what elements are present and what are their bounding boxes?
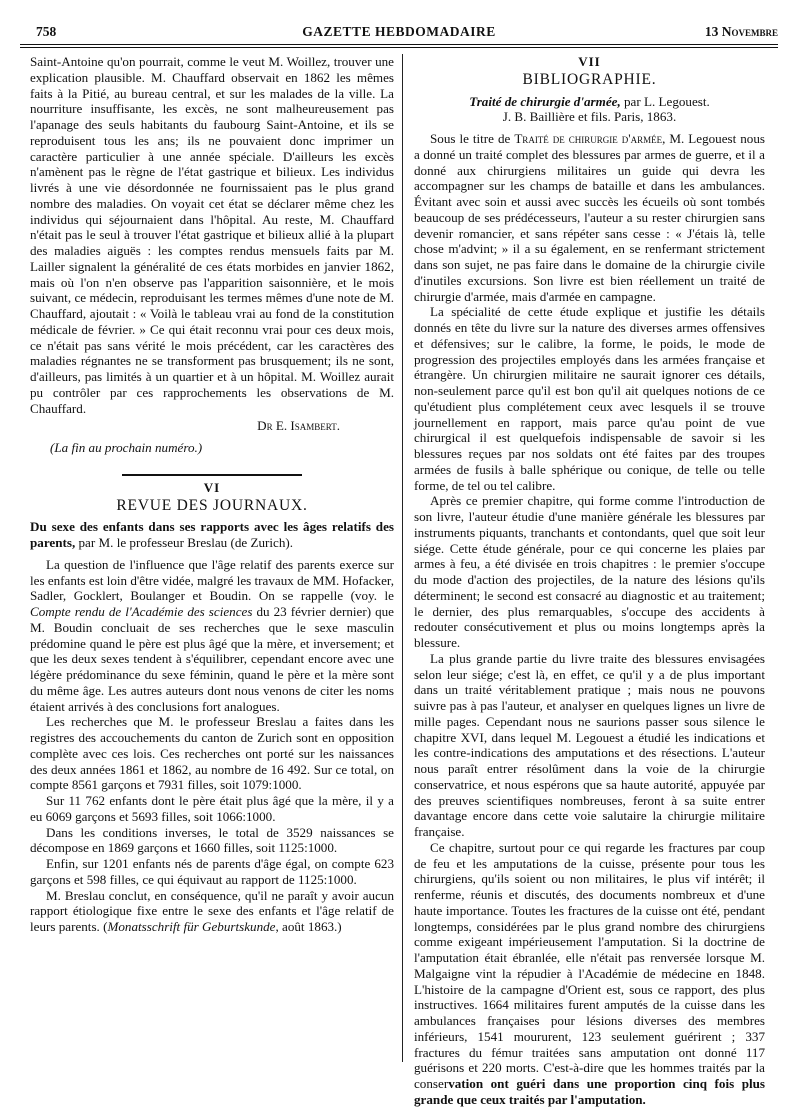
text-run: vation ont guéri dans une proportion cinq fois plus grande que ceux traités par l'amputation. bbox=[414, 1076, 765, 1107]
paragraph: La plus grande partie du livre traite des blessures envisagées selon leur siége; c'est là, en effet, ce qu'il y a de plus important dans un traité véritablement pratique ; mais nous ne pouvons suivre pas à pas l'auteur, et analyser en quelques lignes un livre de mille pages. Cependant nous ne saurions passer sous silence le chapitre XVI, dans lequel M. Legouest a étudié les indications et les contre-indications des amputations et des résections. L'auteur nous paraît entrer résolûment dans la voie de la chirurgie conservatrice, et nous espérons que sa haute autorité, appuyée par des preuves scientifiques nombreuses, feront à sa suite entrer davantage encore dans cette voie salutaire la chirurgie militaire française. bbox=[414, 650, 765, 839]
paragraph bbox=[30, 557, 394, 715]
text-run: , août 1863.) bbox=[275, 919, 342, 934]
paragraph: Après ce premier chapitre, qui forme comme l'introduction de son livre, l'auteur étudie d'une manière générale les blessures par instruments piquants, tranchants et contondants, quel que soit leur siége. Cette étude générale, pour ce qui concerne les plaies par armes à feu, a été divisée en trois chapitres : le premier s'occupe du mode d'action des projectiles, de la nature des lésions qu'ils déterminent; le second est consacré au diagnostic et au traitement; le dernier, des plus remarquables, s'occupe des accidents à redouter consécutivement et plus ou moins longtemps après la blessure. bbox=[414, 493, 765, 650]
page-number: 758 bbox=[36, 24, 57, 39]
section-number: VII bbox=[578, 54, 601, 69]
section-number: VI bbox=[203, 479, 221, 495]
text-run: Sous le titre de bbox=[430, 131, 515, 146]
section-title: REVUE DES JOURNAUX. bbox=[116, 496, 308, 514]
article-heading bbox=[30, 519, 394, 551]
book-author: par L. Legouest. bbox=[620, 93, 710, 109]
paragraph: Les recherches que M. le professeur Breslau a faites dans les registres des accouchements du canton de Zurich sont en opposition complète avec ces lois. Ces recherches ont porté sur les naissances des deux années 1861 et 1862, au nombre de 16 492. Sur ce total, on compte 8561 garçons et 7931 filles, soit 1079:1000. bbox=[30, 714, 394, 793]
paragraph: Saint-Antoine qu'on pourrait, comme le veut M. Woillez, trouver une explication plausible. M. Chauffard observait en 1862 les mêmes faits à la Pitié, au bureau central, et sur les malades de la ville. La nourriture insuffisante, les excès, ne sont malheureusement pas l'apanage des seuls habitants du faubourg Saint-Antoine, et ils se reproduisent tous les ans; ils ne pouvaient donc imprimer un caractère particulier à une année spéciale. D'ailleurs les excès n'amènent pas le règne de l'état gastrique et bilieux. Les individus livrés à une vie désordonnée ne fournissaient pas le plus grand nombre des maladies. On voyait cet état se déclarer même chez les individus qui séjournaient dans l'hôpital. Au reste, M. Chauffard n'était pas le seul à trouver l'état gastrique et bilieux allié à la plupart des maladies aiguës : les comptes rendus mensuels faits par M. Lailler signalent la généralité de ces états morbides en janvier 1862, mais où l'on n'en observe pas l'apparition saisonnière, et le mois suivant, ce médecin, reproduisant les termes mêmes d'une note de M. Chauffard, ajoutait : « Voilà le tableau vrai au fond de la constitution médicale de février. » Ce qui était reconnu vrai pour ces deux mois, ce n'était pas sans vérité le mois précédent, car les caractères des maladies régnantes ne se transforment pas brusquement; ils ne sont, d'ailleurs, pas limités à un quartier et à un hôpital. M. Woillez aurait pu contrôler par ces rapprochements les observations de M. Chauffard. bbox=[30, 54, 394, 416]
column-divider bbox=[402, 54, 403, 1062]
book-reference bbox=[414, 94, 765, 126]
paragraph: Enfin, sur 1201 enfants nés de parents d'âge égal, on compte 623 garçons et 598 filles, ce qui équivaut au rapport de 1125:1000. bbox=[30, 856, 394, 887]
text-run: du 23 février dernier) que M. Boudin concluait de ses recherches que le sexe masculin prédomine quand le père est plus âgé que la mère, et inversement; et que les deux sexes tendent à s'équilibrer, cependant encore avec une légère prédominance du sexe féminin, quand le père et la mère sont du même âge. Les autres auteurs dont nous venons de citer les noms étaient arrivés à des conclusions fort analogues. bbox=[30, 604, 394, 714]
header-rule bbox=[20, 44, 778, 48]
paragraph: Dans les conditions inverses, le total de 3529 naissances se décompose en 1869 garçons et 1660 filles, soit 1125:1000. bbox=[30, 824, 394, 856]
article-title: Du sexe des enfants dans ses rapports avec les âges relatifs des parents, bbox=[30, 519, 394, 550]
paragraph: La spécialité de cette étude explique et justifie les détails donnés en tête du livre sur la nature des diverses armes offensives et défensives; sur le calibre, la forme, le poids, le mode de progression des projectiles employés dans les armées française et étrangère. Un chirurgien militaire ne saurait ignorer ces détails, non-seulement parce qu'il est bon qu'il ait quelques notions de ce qu'étudient plus complétement ceux avec lesquels il se trouve journellement en rapport, mais parce qu'au point de vue chirurgical il est quelquefois indispensable de savoir si les blessures reçues par nos soldats ont été faites par des troupes armées de fusils à balle sphérique ou conique, de telle ou telle forme, de tel ou tel calibre. bbox=[414, 304, 765, 493]
book-title-inline: Traité de chirurgie d'armée bbox=[514, 131, 663, 146]
cited-journal: Compte rendu de l'Académie des sciences bbox=[30, 604, 253, 619]
journal-title: GAZETTE HEBDOMADAIRE bbox=[302, 24, 496, 39]
text-run: , M. Legouest nous a donné un traité complet des blessures par armes de guerre, et il a donné aux chirurgiens militaires un guide qui devra les accompagner sur les champs de bataille et dans les ambulances. Évitant avec soin et aussi avec succès les écueils où sont tombés beaucoup de ses prédécesseurs, l'auteur a su rester chirurgien sans devenir romancier, et sans répéter sans cesse : « J'étais là, telle chose m'advint; » il a su également, en se renfermant strictement dans son sujet, ne pas faire dans le domaine de la chirurgie civile d'inutiles excursions. Son livre est bien réellement un traité de chirurgie d'armée, mais d'armée en campagne. bbox=[414, 131, 765, 304]
book-publisher: J. B. Baillière et fils. Paris, 1863. bbox=[502, 109, 677, 125]
text-run: Ce chapitre, surtout pour ce qui regarde les fractures par coup de feu et les amputations de la cuisse, présente pour tous les chirurgiens, qu'ils soient ou non militaires, le plus vif intérêt; il renferme, réunis et discutés, des documents nombreux et d'une haute importance. Toutes les fractures de la cuisse ont été, pendant longtemps, considérées par le plus grand nombre des chirurgiens comme exigeant impérieusement l'amputation. Si la doctrine de l'amputation était ébranlée, elle n'était pas renversée lorsque M. Malgaigne vint la répudier à l'Académie de médecine en 1848. L'histoire de la campagne d'Orient est, sous ce rapport, des plus instructives. 1664 militaires furent amputés de la cuisse dans les ambulances françaises pour lésions diverses des membres inférieurs, 1541 moururent, 123 seulement guérirent ; 337 fractures du fémur traitées sans amputation ont donné 117 guérisons et 220 morts. C'est-à-dire que les hommes traités par la conser bbox=[414, 839, 765, 1091]
left-column bbox=[30, 54, 394, 935]
paragraph: Sur 11 762 enfants dont le père était plus âgé que la mère, il y a eu 6069 garçons et 5693 filles, soit 1066:1000. bbox=[30, 793, 394, 824]
continuation-note: (La fin au prochain numéro.) bbox=[50, 440, 203, 455]
section-rule bbox=[122, 474, 302, 476]
paragraph bbox=[30, 888, 394, 935]
issue-date: 13 Novembre bbox=[704, 24, 778, 39]
page-header bbox=[20, 24, 778, 42]
text-run: M. Breslau conclut, en conséquence, qu'il ne paraît y avoir aucun rapport étiologique fixe entre le sexe des enfants et l'âge relatif de leurs parents. ( bbox=[30, 887, 394, 934]
text-run: La question de l'influence que l'âge relatif des parents exerce sur les enfants est loin d'être vidée, malgré les travaux de MM. Hofacker, Sadler, Gocklert, Boulanger et Boudin. On se rappelle (voy. le bbox=[30, 556, 394, 604]
signature: Dr E. Isambert. bbox=[257, 418, 340, 434]
article-author: par M. le professeur Breslau (de Zurich). bbox=[75, 535, 294, 550]
paragraph bbox=[414, 131, 765, 304]
section-title: BIBLIOGRAPHIE. bbox=[522, 70, 657, 88]
cited-journal: Monatsschrift für Geburtskunde bbox=[107, 919, 276, 934]
right-column bbox=[414, 54, 765, 1108]
book-title: Traité de chirurgie d'armée, bbox=[469, 93, 621, 109]
paragraph bbox=[414, 840, 765, 1108]
